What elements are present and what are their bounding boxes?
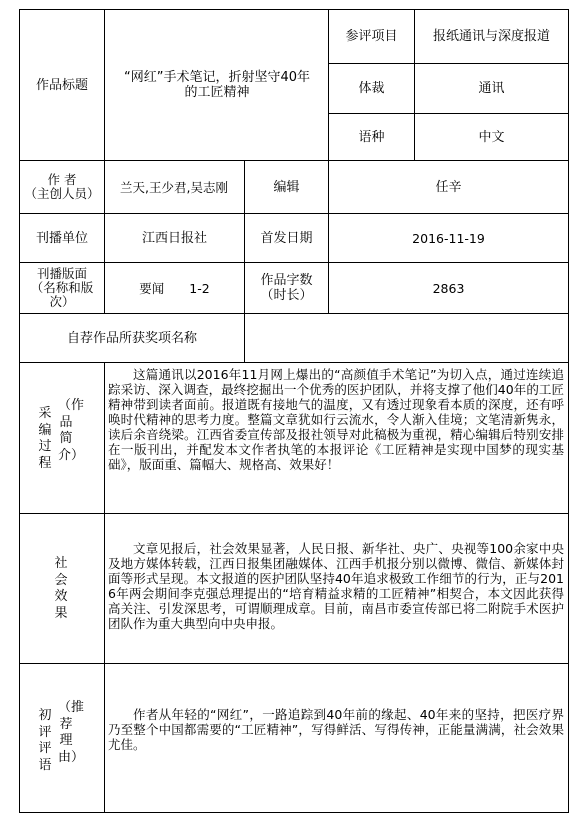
title-value: “网红”手术笔记，折射坚守40年的工匠精神 xyxy=(123,70,310,100)
author-value: 兰天,王少君,吴志刚 xyxy=(120,179,228,195)
genre-value: 通讯 xyxy=(478,81,505,96)
unit-value: 江西日报社 xyxy=(141,230,207,246)
border-right xyxy=(568,9,569,813)
effect-label: 社会效果 xyxy=(54,556,68,621)
category-label: 参评项目 xyxy=(345,29,398,44)
date-label: 首发日期 xyxy=(260,230,313,246)
awards-label: 自荐作品所获奖项名称 xyxy=(66,330,197,346)
genre-label: 体裁 xyxy=(358,81,385,96)
words-value: 2863 xyxy=(432,280,465,296)
vline xyxy=(104,362,105,813)
language-value: 中文 xyxy=(478,129,505,145)
hline xyxy=(19,663,569,664)
review-label-col1: 初评评语 xyxy=(38,708,52,773)
editor-value: 任辛 xyxy=(435,179,462,195)
review-text: 作者从年轻的“网红”，一路追踪到40年前的缘起、40年来的坚持，把医疗界乃至整个中国都需要的“工匠精神”，写得鲜活、写得传神，正能量满满，社会效果尤佳。 xyxy=(108,707,564,752)
border-bottom xyxy=(19,812,569,813)
words-label: 作品字数 （时长） xyxy=(260,273,313,303)
page-label: 刊播版面 （名称和版次） xyxy=(30,266,94,309)
unit-label: 刊播单位 xyxy=(35,230,88,246)
awards-value xyxy=(245,314,568,362)
process-label-col1: 采编过程 xyxy=(38,406,52,471)
category-value: 报纸通讯与深度报道 xyxy=(432,29,550,44)
editor-label: 编辑 xyxy=(273,179,300,195)
hline xyxy=(19,362,569,363)
language-label: 语种 xyxy=(358,129,385,145)
page-value: 要闻 1-2 xyxy=(139,280,210,296)
review-label-col2: （推荐理由） xyxy=(58,700,85,765)
process-label-col2: （作品简介） xyxy=(58,398,85,463)
date-value: 2016-11-19 xyxy=(412,230,485,246)
process-text: 这篇通讯以2016年11月网上爆出的“高颜值手术笔记”为切入点，通过连续追踪采访、深入调查，最终挖掘出一个优秀的医护团队，并将支撑了他们40年的工匠精神带到读者面前。报道既有接地气的温度，又有透过现象看本质的深度，还有呼唤时代精神的思考力度。整篇文章犹如行云流水，令人渐入佳境；文笔清新隽永，读后余音绕梁。江西省委宣传部及报社领导对此稿极为重视，精心编辑后特别安排在一版刊出，并配发本文作者执笔的本报评论《工匠精神是实现中国梦的现实基础》，版面重、篇幅大、规格高、效果好！ xyxy=(108,367,564,472)
hline xyxy=(19,513,569,514)
effect-text: 文章见报后，社会效果显著，人民日报、新华社、央广、央视等100余家中央及地方媒体转载，江西日报集团融媒体、江西手机报分别以微博、微信、新媒体封面等形式呈现。本文报道的医护团队坚持40年追求极致工作细节的行为，正与2016年两会期间李克强总理提出的“培育精益求精的工匠精神”相契合，本文因此获得高关注、引发深思考，可谓顺理成章。目前，南昌市委宣传部已将二附院手术医护团队作为重大典型向中央申报。 xyxy=(108,541,564,631)
author-label: 作 者 （主创人员） xyxy=(24,172,100,201)
title-label: 作品标题 xyxy=(35,77,88,93)
